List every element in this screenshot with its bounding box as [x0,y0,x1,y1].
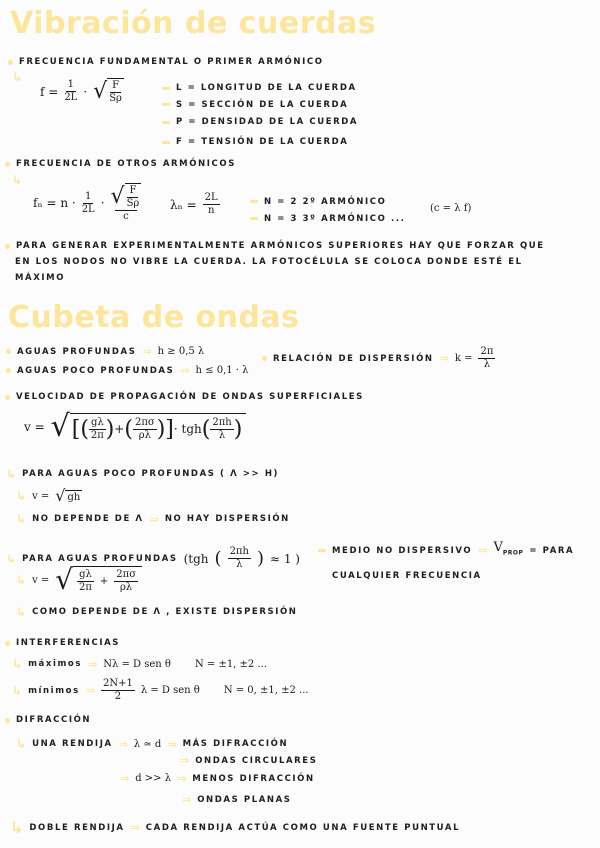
single-slit-case1-result2: ⇒ ONDAS CIRCULARES [180,754,318,767]
hook-arrow-icon: ↳ [12,173,23,187]
deep-water-item: AGUAS PROFUNDAS ⇒ h ≥ 0,5 λ [6,345,204,358]
interference-heading: INTERFERENCIAS [5,638,120,648]
hook-arrow-icon: ↳ [12,70,23,84]
shallow-conclusion: ↳ NO DEPENDE DE Λ ⇒ NO HAY DISPERSIÓN [16,512,290,526]
case-item: N = 3 3º ARMÓNICO ... [250,210,406,227]
section-title-vibracion: Vibración de cuerdas [10,6,377,41]
definition-item: Ρ = DENSIDAD DE LA CUERDA [162,113,358,131]
fundamental-formula: f = $\frac{1}{2L}$ · √ $\frac{F}{S\rho}$ [40,78,122,104]
case-item: N = 2 2º ARMÓNICO [250,193,406,210]
fundamental-heading [8,57,324,67]
single-slit-case2-result2: ⇒ ONDAS PLANAS [182,793,292,806]
interference-minima: ↳ mínimos ⇒ $\frac{2N+1}{2}$ λ = D sen θ N = 0, ±1, ±2 ... [12,678,309,702]
definition-item: L = LONGITUD DE LA CUERDA [162,80,358,96]
definition-item: S = SECCIÓN DE LA CUERDA [162,96,358,113]
shallow-water-item: AGUAS POCO PROFUNDAS ⇒ h ≤ 0,1 · λ [6,364,249,377]
other-harmonics-heading: FRECUENCIA DE OTROS ARMÓNICOS [5,159,236,169]
deep-formula: ↳ v = √ $\frac{g\lambda}{2\pi}$ + $\frac{2\pi\sigma}{\rho\lambda}$ [16,566,142,594]
harmonic-cases [250,193,406,227]
harmonics-formula: fₙ = n · $\frac{1}{2L}$ · √ $\frac{F}{S\rho}$ c [33,183,140,222]
wave-relation: (c = λ f) [430,203,472,214]
non-dispersive-medium: MEDIO NO DISPERSIVO ⇒ $V_{PROP}$ = PARA CUALQUIER FRECUENCIA [318,537,574,587]
velocity-formula: v = √ [( $\frac{g\lambda}{2\pi}$ ) + ( $\frac{2\pi\sigma}{\rho\lambda}$ )] · tgh ( $\frac{2\pi h}{\lambda}$ ) [24,412,246,442]
implies-arrow-icon: ⇒ [439,352,449,365]
velocity-heading: VELOCIDAD DE PROPAGACIÓN DE ONDAS SUPERFICIALES [5,392,364,402]
bullet-icon [5,162,10,167]
dispersion-relation: RELACIÓN DE DISPERSIÓN ⇒ k = $\frac{2\pi}{\lambda}$ [262,346,495,371]
diffraction-heading: DIFRACCIÓN [5,715,91,725]
bullet-icon [8,60,13,65]
sqrt: √ $\frac{F}{S\rho}$ [93,78,122,104]
experimental-note: PARA GENERAR EXPERIMENTALMENTE ARMÓNICOS SUPERIORES HAY QUE FORZAR QUE EN LOS NODOS NO VIBRE LA CUERDA. LA FOTOCÉLULA SE COLOCA DONDE ESTÉ EL MÁXIMO [5,238,545,286]
double-slit: ↳ DOBLE RENDIJA ⇒ CADA RENDIJA ACTÚA COMO UNA FUENTE PUNTUAL [10,818,461,837]
lambda-formula: λₙ = $\frac{2L}{n}$ [170,192,218,216]
implies-arrow-icon: ⇒ [180,364,190,377]
heading-text: FRECUENCIA FUNDAMENTAL O PRIMER ARMÓNICO [19,57,324,67]
interference-maxima: ↳ máximos ⇒ Nλ = D sen θ N = ±1, ±2 ... [12,657,267,671]
implies-arrow-icon: ⇒ [142,345,152,358]
brace-label: c [115,210,137,223]
single-slit: ↳ UNA RENDIJA ⇒ λ ≃ d ⇒ MÁS DIFRACCIÓN [16,737,289,751]
deep-conclusion: ↳ COMO DEPENDE DE Λ , EXISTE DISPERSIÓN [16,605,298,619]
single-slit-case2: ⇒ d >> λ ⇒ MENOS DIFRACCIÓN [120,772,315,785]
section-title-cubeta: Cubeta de ondas [8,300,300,335]
definition-item: F = TENSIÓN DE LA CUERDA [162,131,358,153]
shallow-case-heading: ↳ PARA AGUAS POCO PROFUNDAS ( Λ >> H) [6,467,280,481]
shallow-formula: ↳ v = √ gh [16,486,81,505]
definitions-list [162,80,358,153]
deep-case-heading: ↳ PARA AGUAS PROFUNDAS (tgh ( $\frac{2\pi h}{\lambda}$ ) ≈ 1 ) [6,546,300,570]
